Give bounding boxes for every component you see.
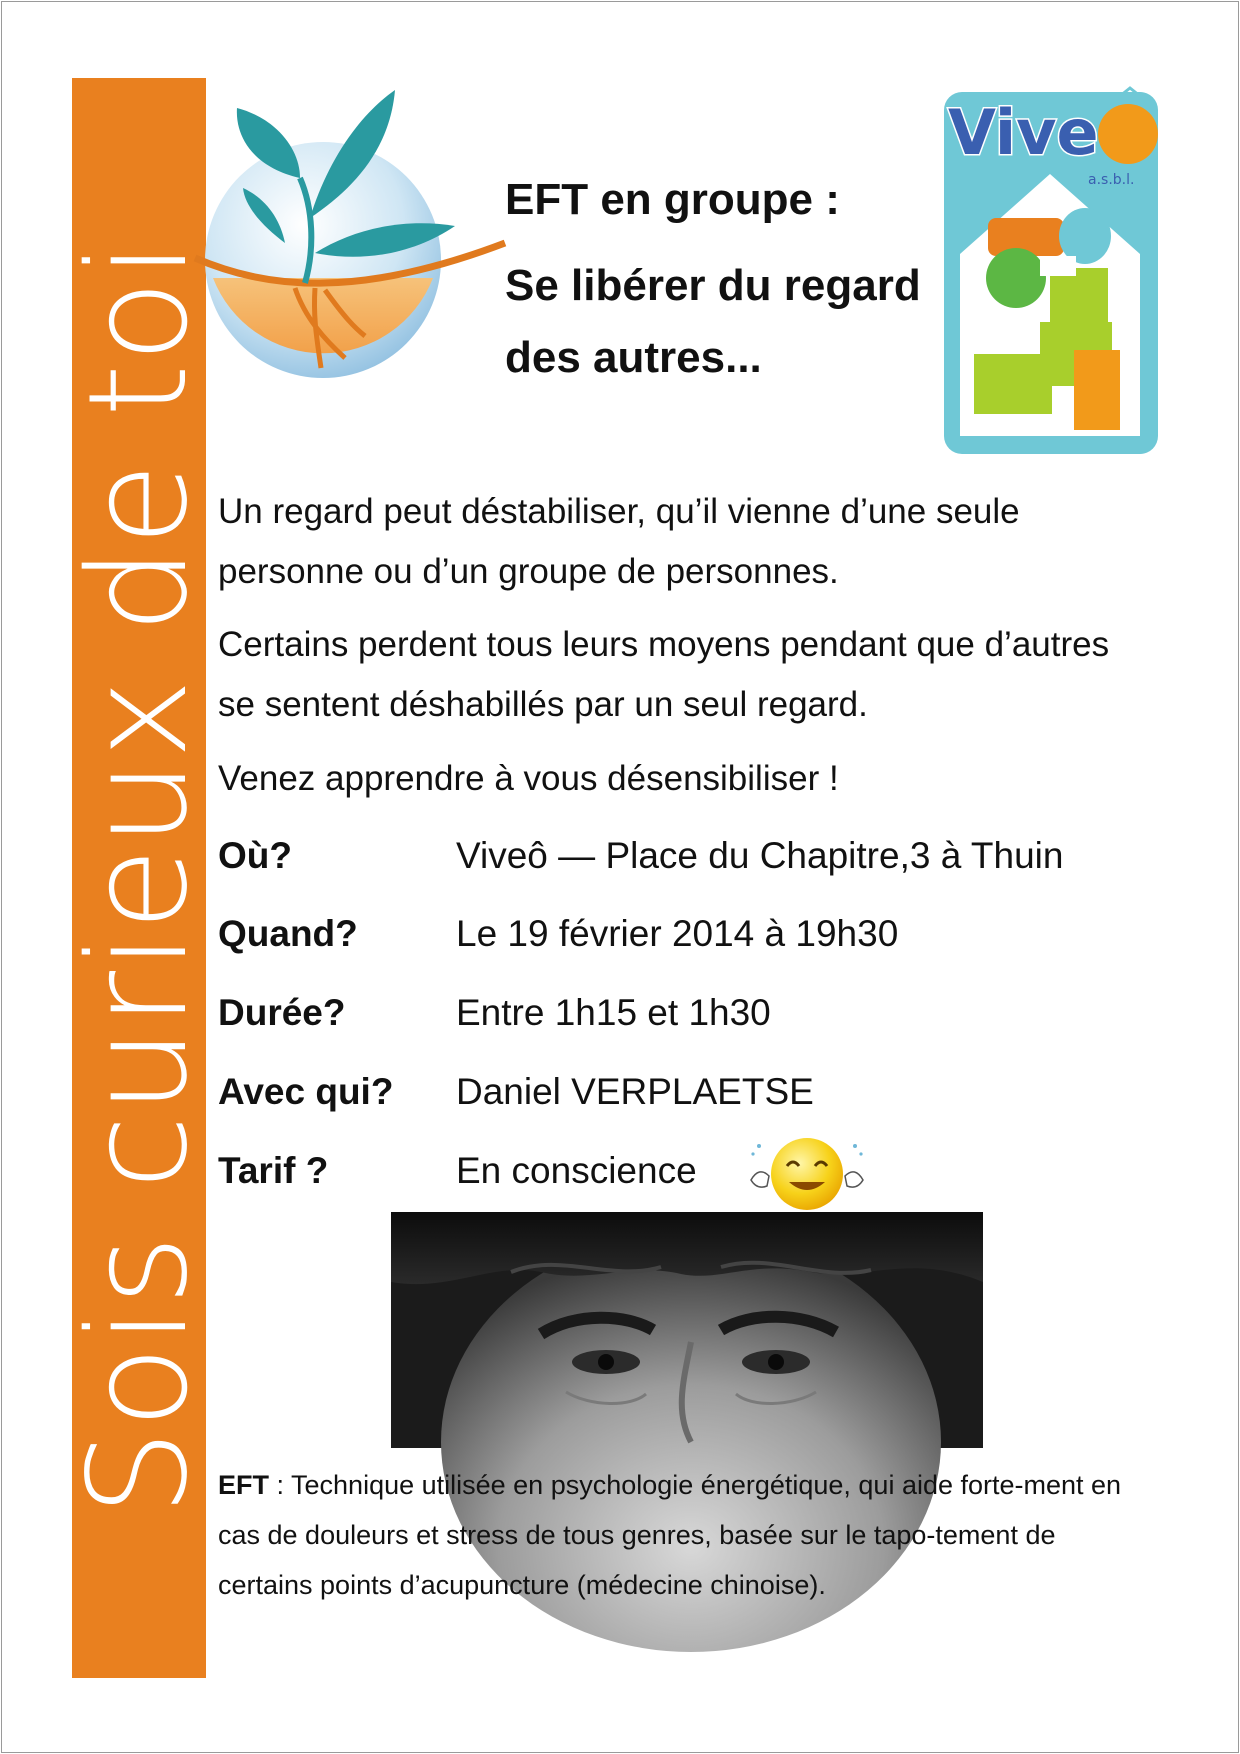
viveo-logo-subtext: a.s.b.l. xyxy=(1088,172,1135,188)
eft-definition xyxy=(218,1460,1138,1610)
sidebar-slogan: Sois curieux de toi xyxy=(60,239,218,1517)
intro-paragraph: Un regard peut déstabiliser, qu’il vienne d’une seule personne ou d’un groupe de personnes. xyxy=(218,492,1020,591)
plant-sphere-logo-icon xyxy=(205,78,505,398)
portrait-photo xyxy=(391,1212,983,1448)
info-value: Viveô — Place du Chapitre,3 à Thuin xyxy=(456,835,1064,876)
detail-paragraph: Certains perdent tous leurs moyens pendant que d’autres se sentent déshabillés par un seul regard. xyxy=(218,625,1110,724)
sidebar-band xyxy=(60,78,218,1678)
info-value: Le 19 février 2014 à 19h30 xyxy=(456,913,899,954)
info-row-with-whom xyxy=(218,1062,1118,1122)
info-value: En conscience xyxy=(456,1150,697,1191)
event-title xyxy=(505,170,921,388)
info-label: Tarif ? xyxy=(218,1150,329,1191)
info-label: Durée? xyxy=(218,992,346,1033)
info-value: Daniel VERPLAETSE xyxy=(456,1071,814,1112)
info-label: Avec qui? xyxy=(218,1071,394,1112)
eft-term: EFT xyxy=(218,1470,269,1500)
info-row-price xyxy=(218,1141,1118,1201)
info-row-where xyxy=(218,826,1118,886)
info-row-duration xyxy=(218,983,1118,1043)
info-row-when xyxy=(218,904,1118,964)
info-value: Entre 1h15 et 1h30 xyxy=(456,992,771,1033)
title-line-1: EFT en groupe : xyxy=(505,175,840,224)
title-line-3: des autres... xyxy=(505,333,762,382)
info-label: Quand? xyxy=(218,913,358,954)
viveo-logo-text: Vive xyxy=(948,96,1099,169)
call-to-action: Venez apprendre à vous désensibiliser ! xyxy=(218,759,839,798)
smiley-icon xyxy=(745,1132,869,1212)
eft-definition-text: : Technique utilisée en psychologie énergétique, qui aide forte-ment en cas de douleurs et stress de tous genres, basée sur le tapo-tement de certains points d’acupuncture (médecine chinoise). xyxy=(218,1470,1122,1600)
title-line-2: Se libérer du regard xyxy=(505,261,921,310)
viveo-house-logo-icon xyxy=(940,86,1162,458)
info-label: Où? xyxy=(218,835,292,876)
